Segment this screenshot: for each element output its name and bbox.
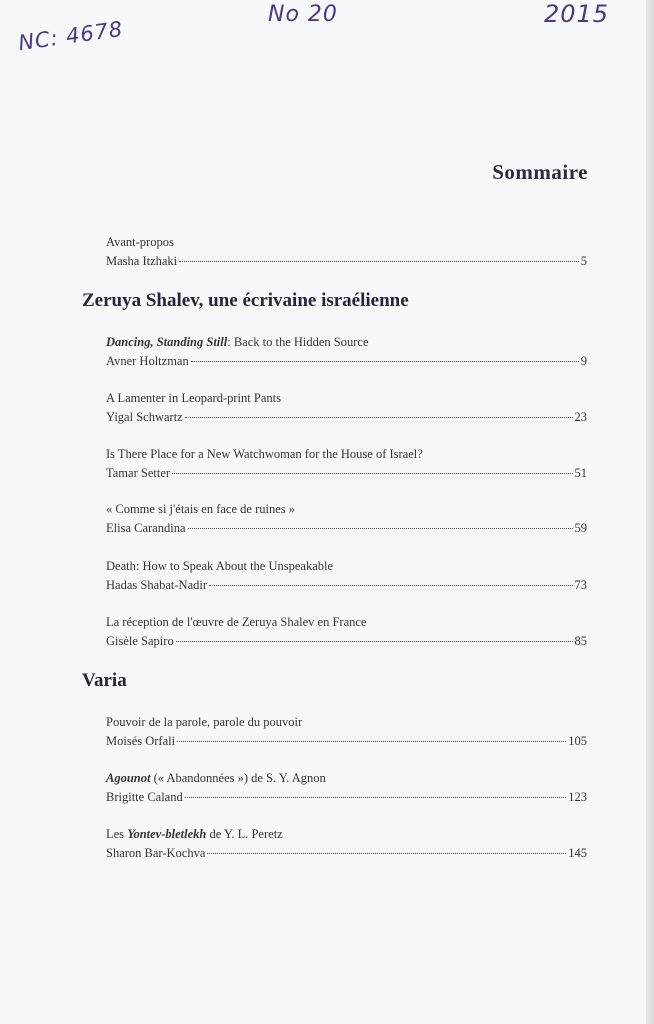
toc-entry-title-prefix: Les — [106, 827, 128, 841]
toc-entry-author: Sharon Bar-Kochva — [106, 846, 206, 860]
dot-leader — [185, 417, 573, 418]
toc-entry-title: Pouvoir de la parole, parole du pouvoir — [106, 715, 303, 729]
toc-entry-title-rest: : Back to the Hidden Source — [227, 335, 369, 349]
toc-entry-page: 23 — [574, 410, 587, 424]
section-heading-varia: Varia — [82, 670, 127, 691]
toc-entry-author: Gisèle Sapiro — [106, 634, 174, 648]
toc-entry-author: Moisés Orfali — [106, 734, 176, 748]
toc-entry-intro — [106, 233, 587, 271]
toc-entry — [106, 769, 587, 807]
toc-entry — [106, 557, 587, 595]
toc-entry-page: 9 — [580, 354, 587, 368]
toc-entry-page: 85 — [574, 634, 587, 648]
toc-entry-author: Elisa Carandina — [106, 521, 186, 535]
dot-leader — [191, 361, 579, 362]
toc-entry-title-italic: Agounot — [106, 771, 151, 785]
toc-entry — [106, 389, 587, 427]
toc-entry-author: Yigal Schwartz — [106, 410, 183, 424]
toc-entry-title: Is There Place for a New Watchwoman for the House of Israel? — [106, 447, 423, 461]
toc-entry-page: 123 — [568, 790, 587, 804]
toc-entry-page: 59 — [574, 521, 587, 535]
toc-entry-title-rest: (« Abandonnées ») de S. Y. Agnon — [150, 771, 326, 785]
dot-leader — [176, 641, 573, 642]
handwritten-year: 2015 — [544, 0, 610, 28]
toc-entry-title-italic: Yontev-bletlekh — [127, 827, 207, 841]
dot-leader — [177, 741, 566, 742]
dot-leader — [172, 473, 572, 474]
section-heading-zeruya-shalev: Zeruya Shalev, une écrivaine israélienne — [82, 290, 409, 311]
handwritten-issue-number: No 20 — [268, 2, 338, 27]
toc-entry-title-italic: Dancing, Standing Still — [106, 335, 228, 349]
toc-entry-author: Masha Itzhaki — [106, 254, 178, 268]
toc-entry — [106, 333, 587, 371]
toc-entry-author: Tamar Setter — [106, 466, 171, 480]
toc-entry-author: Hadas Shabat-Nadir — [106, 578, 208, 592]
handwritten-catalog-number: NC: 4678 — [16, 16, 125, 56]
toc-entry — [106, 500, 587, 538]
toc-entry — [106, 713, 587, 751]
dot-leader — [179, 261, 579, 262]
toc-entry-title: Death: How to Speak About the Unspeakable — [106, 559, 334, 573]
dot-leader — [188, 528, 573, 529]
toc-entry-title-rest: de Y. L. Peretz — [206, 827, 283, 841]
toc-entry-title: La réception de l'œuvre de Zeruya Shalev en France — [106, 615, 367, 629]
toc-entry-title — [106, 769, 587, 788]
toc-entry — [106, 613, 587, 651]
toc-entry-title: Avant-propos — [106, 235, 174, 249]
toc-entry-page: 145 — [568, 846, 587, 860]
page-title: Sommaire — [492, 160, 588, 184]
page-edge — [646, 0, 654, 1024]
toc-entry-author: Avner Holtzman — [106, 354, 189, 368]
toc-entry-page: 105 — [568, 734, 587, 748]
toc-entry-page: 51 — [574, 466, 587, 480]
toc-entry — [106, 445, 587, 483]
toc-entry-title — [106, 333, 587, 352]
toc-entry-title: A Lamenter in Leopard-print Pants — [106, 391, 281, 405]
toc-entry-title: « Comme si j'étais en face de ruines » — [106, 502, 296, 516]
toc-entry-title — [106, 825, 587, 844]
toc-entry — [106, 825, 587, 863]
toc-entry-page: 73 — [574, 578, 587, 592]
dot-leader — [185, 797, 567, 798]
toc-entry-author: Brigitte Caland — [106, 790, 183, 804]
toc-entry-page: 5 — [580, 254, 587, 268]
dot-leader — [209, 585, 572, 586]
dot-leader — [207, 853, 566, 854]
